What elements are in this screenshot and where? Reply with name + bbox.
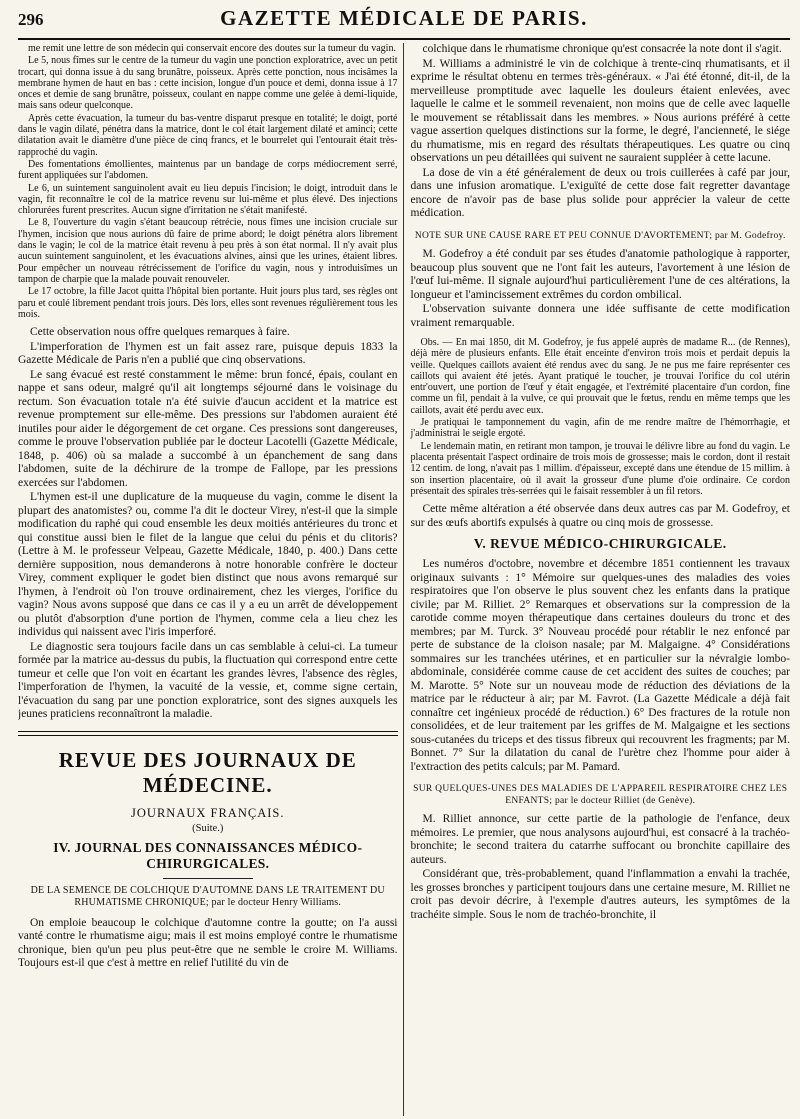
- rilliet-paragraph: M. Rilliet annonce, sur cette partie de la pathologie de l'enfance, deux mémoires. Le premier, que nous analysons aujourd'hui, est consacré à la trachéo-bronchite; le second traitera du catarrhe suffocant ou bronchite capillaire des auteurs.: [410, 813, 790, 866]
- case-paragraph: Après cette évacuation, la tumeur du bas-ventre disparut presque en totalité; le doigt, porté dans le vagin dilaté, pénétra dans la matrice, dont le col était largement dilaté et aminci; cette dilatation avait le diamètre d'une pièce de cinq francs, et le bourrelet qui l'entourait était très-rapproché du vagin.: [18, 112, 398, 158]
- rilliet-article-heading: SUR QUELQUES-UNES DES MALADIES DE L'APPAREIL RESPIRATOIRE CHEZ LES ENFANTS; par le docteur Rilliet (de Genève).: [413, 784, 788, 806]
- double-rule: [18, 731, 398, 736]
- case-paragraph: Le 6, un suintement sanguinolent avait eu lieu depuis l'incision; le doigt, introduit dans le vagin, fit reconnaître le col de la matrice revenu sur lui-même et plus élevé. Des injections chlorurées furent prescrites. Aucun signe d'irritation ne s'était manifesté.: [18, 182, 398, 217]
- colchique-article-heading: DE LA SEMENCE DE COLCHIQUE D'AUTOMNE DANS LE TRAITEMENT DU RHUMATISME CHRONIQUE; par le docteur Henry Williams.: [30, 884, 385, 908]
- continued-paragraph: La dose de vin a été généralement de deux ou trois cuillerées à café par jour, dans une infusion aromatique. L'exiguïté de cette dose fait regretter davantage encore de n'avoir pas de base plus solide pour apprécier la valeur de cette médication.: [410, 166, 790, 219]
- remark-paragraph: L'imperforation de l'hymen est un fait assez rare, puisque depuis 1833 la Gazette Médicale de Paris n'en a publié que cinq observations.: [18, 340, 398, 367]
- observation-paragraph: Obs. — En mai 1850, dit M. Godefroy, je fus appelé auprès de madame R... (de Rennes), déjà mère de plusieurs enfants. Elle était enceinte d'environ trois mois et perdait depuis la veille. Quelques caillots avaient été rendus avec du sang. Je ne pus me faire représenter ces caillots qui avaient été jetés. Ayant pratiqué le toucher, je trouvai l'orifice du col utérin entr'ouvert, une portion de l'œuf y était engagée, et l'extrémité placentaire d'un cordon, fine comme un fil, pendait à la vulve, ce qui prouvait que le fœtus, rendu en même temps que les caillots, avait été perdu avec eux.: [410, 337, 790, 416]
- right-column: [404, 43, 791, 1116]
- remark-paragraph: Cette observation nous offre quelques remarques à faire.: [30, 326, 290, 339]
- journaux-francais-heading: JOURNAUX FRANÇAIS.: [131, 805, 285, 820]
- left-column: [18, 43, 404, 1116]
- godefroy-paragraph: L'observation suivante donnera une idée suffisante de cette modification vraiment remarquable.: [410, 303, 790, 329]
- section-v-heading: V. REVUE MÉDICO-CHIRURGICALE.: [473, 536, 727, 552]
- page-header: [18, 6, 790, 40]
- revue-v-paragraph: Les numéros d'octobre, novembre et décembre 1851 contiennent les travaux originaux suivants : 1° Mémoire sur quelques-unes des maladies des voies respiratoires que l'on observe le plus souvent chez les enfants dans la pratique civile; par M. Rilliet. 2° Remarques et observations sur la compression de la carotide comme moyen thérapeutique dans certaines douleurs du tronc et des membres; par M. Turck. 3° Nouveau procédé pour rétablir le nez enfoncé par perte de substance de la cloison nasale; par M. Malgaigne. 4° Considérations sommaires sur les tranchées utérines, et en particulier sur la névralgie lombo-abdominale, considérée comme cause de cet accident des suites de couches; par M. Marotte. 5° Note sur un nouveau mode de réduction des déviations de la matrice par le réducteur à air; par M. Favrot. (La Gazette Médicale a déjà fait connaître cet ingénieux procédé de réduction.) 6° Des fractures de la rotule non consolidées, et de leur traitement par les griffes de M. Malgaigne et les sections sous-cutanées du triceps et des tissus fibreux qui recouvrent les fragments; par M. Bonnet. 7° Sur la dilatation du canal de l'urètre chez l'homme pour aider à l'extraction des petits calculs; par M. Pamard.: [410, 558, 790, 773]
- alteration-paragraph: Cette même altération a été observée dans deux autres cas par M. Godefroy, et sur des œufs abortifs expulsés à quatre ou cinq mois de grossesse.: [410, 503, 790, 529]
- observation-paragraph: Je pratiquai le tamponnement du vagin, afin de me rendre maître de l'hémorrhagie, et j'administrai le seigle ergoté.: [410, 417, 790, 440]
- remark-paragraph: Le diagnostic sera toujours facile dans un cas semblable à celui-ci. La tumeur formée par la matrice au-dessus du pubis, la fluctuation qui correspond entre cette tumeur et celle que l'on voit en écartant les grandes lèvres, l'absence des règles, l'imperforation de l'hymen, la vacuité de la vessie, et, comme signe certain, l'évacuation du sang par une ponction exploratrice, sont des signes auxquels les jeunes praticiens reconnaîtront la maladie.: [18, 640, 398, 721]
- remark-paragraph: L'hymen est-il une duplicature de la muqueuse du vagin, comme le disent la plupart des anatomistes? ou, comme l'a dit le docteur Virey, n'est-il que la simple modification du raphé qui coud ensemble les deux moitiés antérieures du tronc et qui constitue aussi bien le filet de la langue que celui du pénis et du clitoris? (Lettre à M. le professeur Velpeau, Gazette Médicale, 1840, p. 400.) Dans cette dernière supposition, nous demanderons à notre honorable confrère le docteur Virey, comment expliquer le godet bien distinct que nous avons remarqué sur l'hymen, à l'endroit où l'on trouve ordinairement, chez les vierges, l'orifice du vagin? Nous avons supposé que dans ce cas il y a eu un arrêt de développement ou plutôt d'absorption d'une portion de l'hymen, comme cela a lieu chez les individus qui naissent avec l'iris imperforé.: [18, 491, 398, 639]
- case-paragraph: Le 17 octobre, la fille Jacot quitta l'hôpital bien portante. Huit jours plus tard, ses règles ont paru et coulé librement pendant trois jours. Dès lors, elles sont revenues régulièrement tous les mois.: [18, 286, 398, 320]
- avortement-note-heading: NOTE SUR UNE CAUSE RARE ET PEU CONNUE D'AVORTEMENT; par M. Godefroy.: [414, 230, 786, 241]
- colchique-paragraph: On emploie beaucoup le colchique d'automne contre la goutte; on l'a aussi vanté contre le rhumatisme aigu; mais il est moins employé contre le rhumatisme chronique, bien qu'un peu plus peut-être que ne semble le croire M. Williams. Toujours est-il que c'est à mettre en relief l'utilité du vin de: [18, 916, 398, 970]
- case-paragraph: Le 8, l'ouverture du vagin s'étant beaucoup rétrécie, nous fîmes une incision cruciale sur l'hymen, incision que nous aurions dû faire de prime abord; le doigt pénétra alors librement dans le vagin; le col de la matrice était revenu à peu près à son état normal. Il n'y avait plus aucun suintement sanguinolent, et les évacuations alvines, ainsi que les urines, étaient libres. Pour empêcher un nouveau rétrécissement de l'orifice du vagin, nous y introduisîmes un tampon de charpie que la malade pouvait renouveler.: [18, 217, 398, 285]
- page-number: 296: [18, 10, 44, 29]
- rilliet-paragraph: Considérant que, très-probablement, quand l'inflammation a envahi la trachée, les grosses bronches y participent toujours dans une certaine mesure, M. Rilliet ne croit pas devoir décrire, à l'exemple d'autres auteurs, les symptômes de la trachéite simple. Sous le nom de trachéo-bronchite, il: [410, 868, 790, 921]
- remark-paragraph: Le sang évacué est resté constamment le même: brun foncé, épais, coulant en nappe et sans odeur, malgré qu'il ait longtemps séjourné dans le voisinage du rectum. Son évacuation totale n'a été suivie d'aucun accident et la matrice est revenue promptement sur elle-même. Des pressions sur l'abdomen auraient été inutiles pour aider le dégorgement de cet organe. Ces pressions sont dangereuses, comme le prouve l'observation publiée par le docteur Lacotelli (Gazette Médicale, 1848, p. 406) où sa malade a succombé à un épanchement de sang dans l'abdomen, suite de la déchirure de la trompe de Fallope, par les pressions exercées sur l'abdomen.: [18, 368, 398, 489]
- suite-label: (Suite.): [192, 822, 224, 834]
- continued-paragraph: M. Williams a administré le vin de colchique à trente-cinq rhumatisants, et il exprime le résultat obtenu en termes très-généraux. « J'ai été étonné, dit-il, de la merveilleuse promptitude avec laquelle les douleurs étaient enlevées, avec laquelle le calme et le sommeil revenaient, non moins que de celle avec laquelle le mouvement se rétablissait dans les membres. » Nous aurions préféré à cette vague assertion quelques distinctions sur la forme, le degré, l'ancienneté, le siége du rhumatisme, mis en regard des résultats thérapeutiques. Les quatre ou cinq observations un peu détaillées qui suivent ne sauraient suppléer à cette lacune.: [410, 57, 790, 164]
- observation-paragraph: Le lendemain matin, en retirant mon tampon, je trouvai le délivre libre au fond du vagin. Le placenta présentait l'aspect ordinaire de trois mois de grossesse; mais le cordon, dont il restait 12 centim. de long, n'avait pas 1 millim. d'épaisseur, excepté dans une étendue de 15 millim. à son insertion placentaire, où il avait la grosseur d'une plume d'oie ordinaire. Ce cordon présentait des spirales très-serrées qui le faisait ressembler à un fil retors.: [410, 440, 790, 497]
- case-paragraph: me remit une lettre de son médecin qui conservait encore des doutes sur la tumeur du vagin.: [28, 43, 396, 54]
- journal-title: GAZETTE MÉDICALE DE PARIS.: [220, 6, 588, 30]
- divider: [163, 878, 253, 879]
- godefroy-paragraph: M. Godefroy a été conduit par ses études d'anatomie pathologique à rapporter, beaucoup plus souvent que ne l'ont fait les auteurs, l'avortement à une lésion de l'œuf lui-même. Il signale aujourd'hui particulièrement l'une de ces altérations, la longueur et l'amincissement extrêmes du cordon ombilical.: [410, 248, 790, 301]
- case-paragraph: Le 5, nous fîmes sur le centre de la tumeur du vagin une ponction exploratrice, avec un petit trocart, qui donna issue à du sang brunâtre, poisseux. Après cette ponction, nous incisâmes la membrane hymen de haut en bas : cette incision, longue d'un pouce et demi, donna issue à 17 onces et demie de sang brunâtre, poisseux, coulant en nappe comme une gelée à demi-liquide, mais sans odeur quelconque.: [18, 55, 398, 112]
- revue-title: REVUE DES JOURNAUX DE MÉDECINE.: [58, 747, 357, 797]
- continued-paragraph: colchique dans le rhumatisme chronique qu'est consacrée la note dont il s'agit.: [422, 43, 782, 55]
- case-paragraph: Des fomentations émollientes, maintenus par un bandage de corps médiocrement serré, furent appliquées sur l'abdomen.: [18, 158, 398, 182]
- section-iv-heading: IV. JOURNAL DES CONNAISSANCES MÉDICO-CHIRURGICALES.: [53, 839, 363, 871]
